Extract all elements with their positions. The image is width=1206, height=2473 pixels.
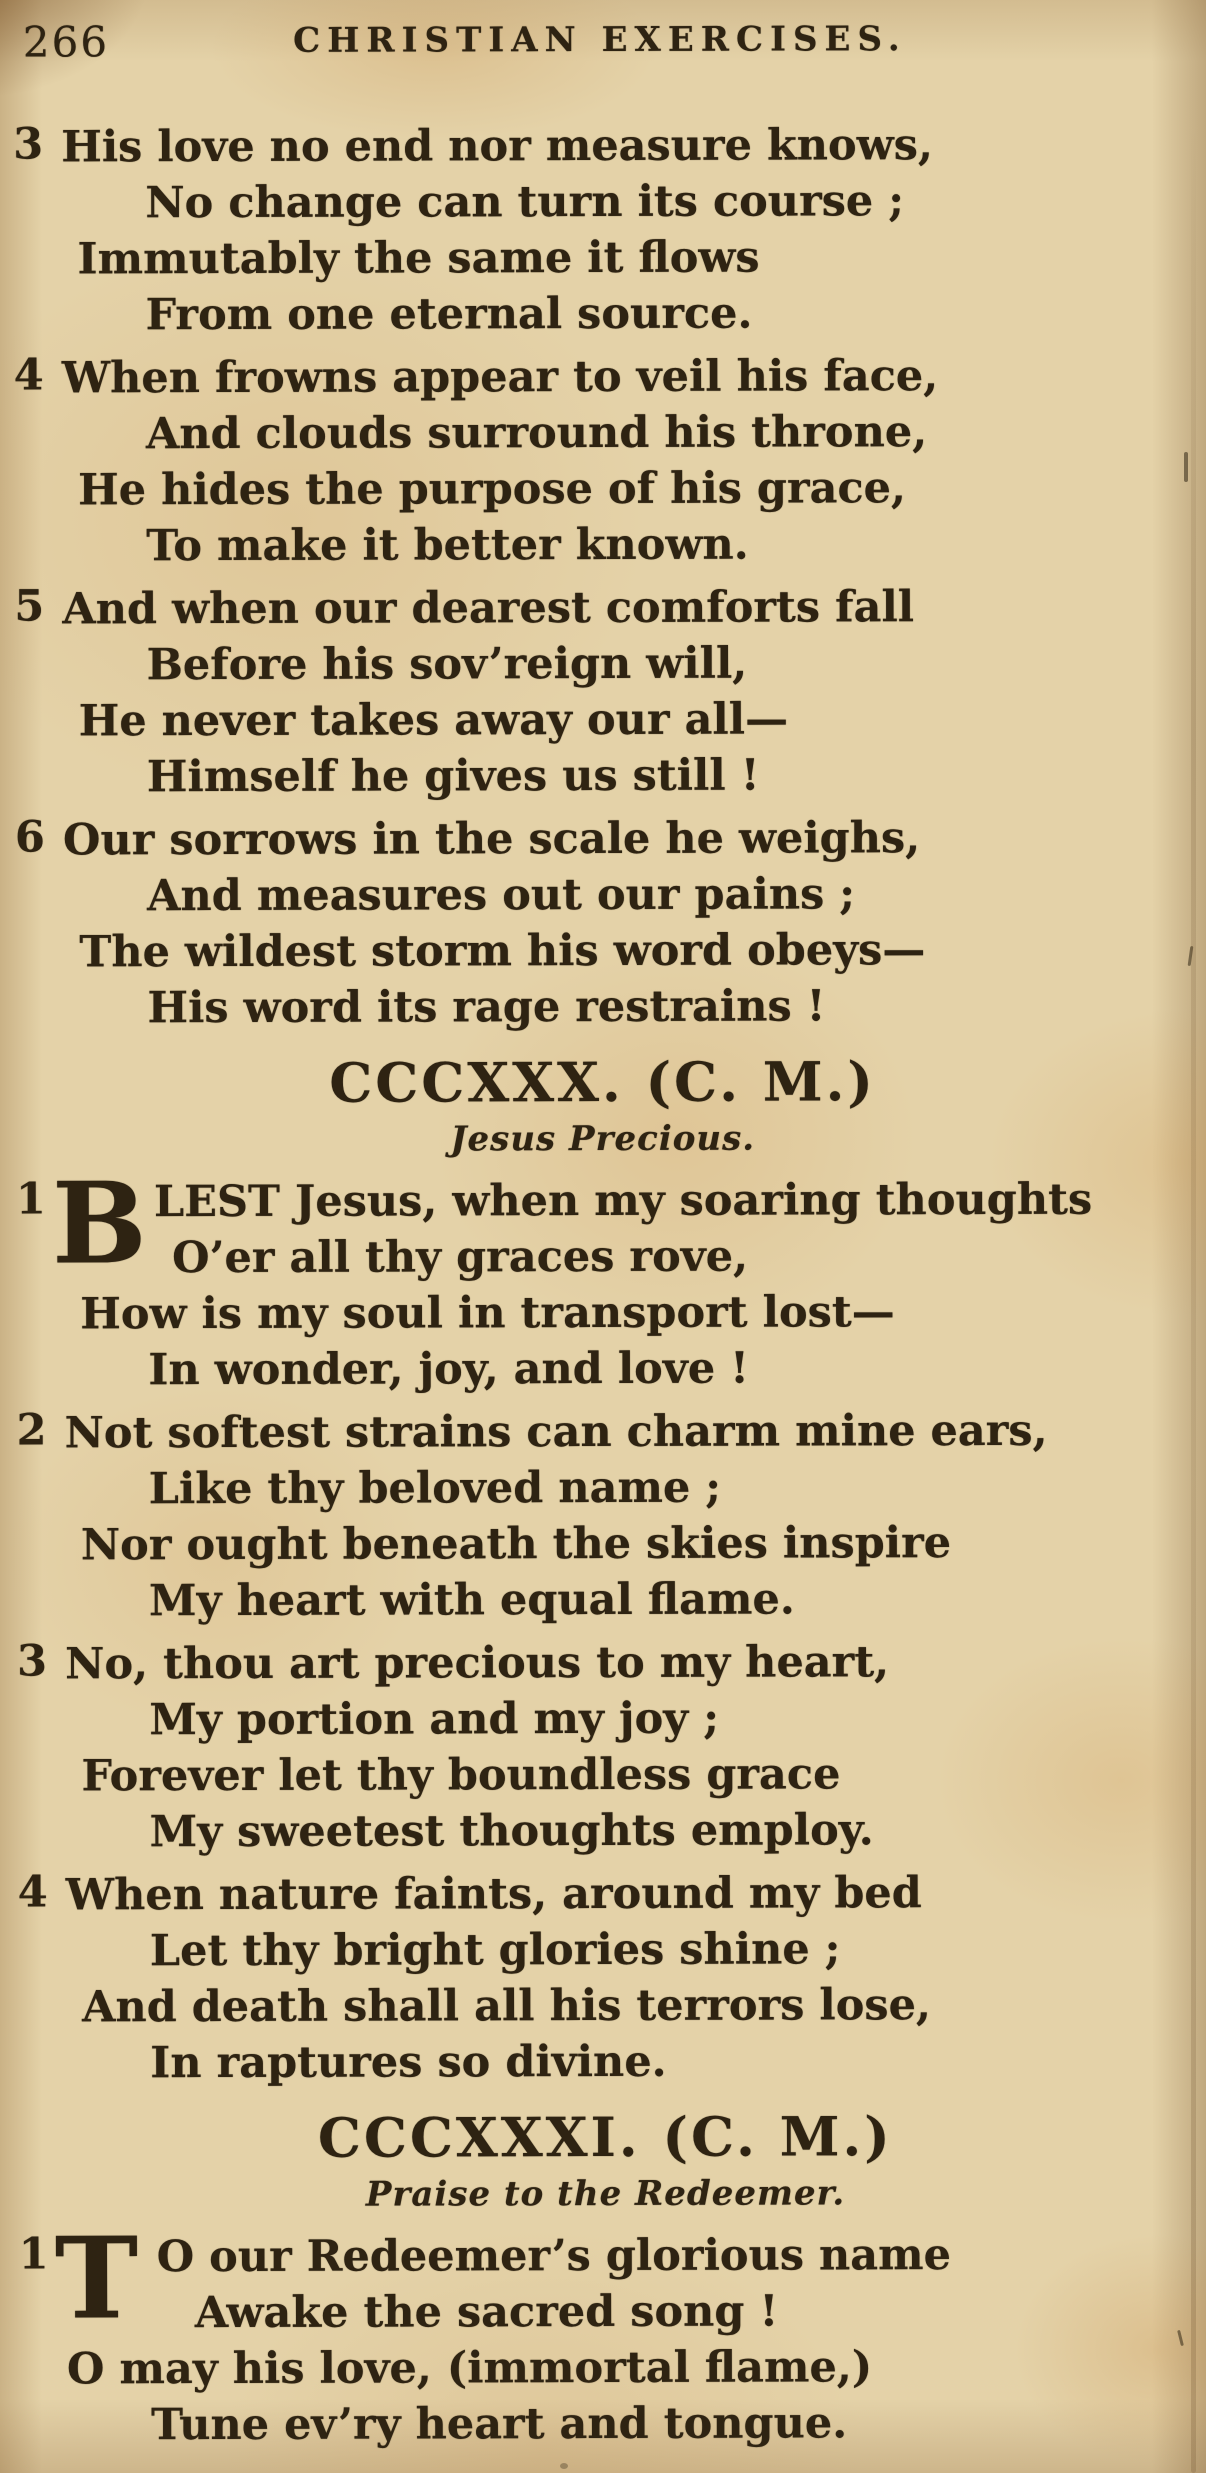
verse-line: And measures out our pains ; [147, 869, 856, 922]
verse-line: Forever let thy boundless grace [81, 1749, 841, 1802]
verse-line: Our sorrows in the scale he weighs, [62, 813, 921, 866]
ink-mark [560, 2463, 568, 2469]
verse-line: He hides the purpose of his grace, [78, 463, 907, 516]
verse-line: LEST Jesus, when my soaring thoughts [153, 1174, 1093, 1228]
verse-line: When frowns appear to veil his face, [61, 351, 939, 404]
verse-line: Immutably the same it flows [77, 232, 760, 285]
verse [0, 1402, 1206, 1629]
drop-cap-letter: T [54, 2213, 139, 2345]
drop-cap-letter: B [51, 1158, 147, 1290]
verse-line: Before his sov’reign will, [146, 638, 748, 691]
verse-number: 1 [15, 1174, 46, 1225]
verse-line: From one eternal source. [145, 288, 753, 341]
verse-line: And death shall all his terrors lose, [81, 1980, 932, 2033]
verse-line: No change can turn its course ; [145, 176, 905, 229]
page-header [0, 12, 1203, 67]
verse-line: His love no end nor measure knows, [61, 120, 933, 173]
verse-line: Tune ev’ry heart and tongue. [151, 2398, 848, 2451]
verse-line: O may his love, (immortal flame,) [66, 2342, 873, 2395]
verse-line: My sweetest thoughts employ. [149, 1805, 874, 1858]
verse-number: 1 [18, 2229, 49, 2280]
verse-line: Let thy bright glories shine ; [149, 1924, 841, 1977]
verse-line: The wildest storm his word obeys— [79, 925, 926, 978]
verse-number: 3 [13, 119, 44, 170]
verse-line: O’er all thy graces rove, [172, 1231, 749, 1284]
verse-line: He never takes away our all— [78, 694, 789, 747]
hymn-heading: CCCXXX. (C. M.) [329, 1049, 876, 1115]
verse-number: 3 [17, 1636, 48, 1687]
hymn-heading: CCCXXXI. (C. M.) [317, 2104, 893, 2170]
verse-line: Not softest strains can charm mine ears, [64, 1405, 1048, 1459]
hymn-subtitle: Jesus Precious. [450, 1118, 756, 1160]
verse-number: 4 [13, 350, 44, 401]
verse [0, 347, 1204, 574]
verse-line: No, thou art precious to my heart, [65, 1637, 890, 1690]
verse-number: 4 [17, 1867, 48, 1918]
verse [0, 578, 1205, 805]
verse-line: In wonder, joy, and love ! [148, 1343, 750, 1396]
verse-line: Awake the sacred song ! [194, 2286, 779, 2339]
verse-line: O our Redeemer’s glorious name [156, 2230, 952, 2283]
verse-line: Himself he gives us still ! [146, 750, 760, 803]
page-number: 266 [22, 17, 110, 67]
running-title: CHRISTIAN EXERCISES. [293, 19, 907, 61]
verse-number: 2 [16, 1405, 47, 1456]
verse-line: And clouds surround his throne, [145, 407, 928, 460]
hymn-subtitle: Praise to the Redeemer. [365, 2173, 846, 2215]
verse-line: In raptures so divine. [150, 2036, 667, 2089]
verse [0, 116, 1204, 343]
verse-line: My portion and my joy ; [149, 1693, 720, 1746]
verse-line: And when our dearest comforts fall [62, 582, 915, 635]
verse-line: When nature faints, around my bed [65, 1868, 922, 1921]
hymn-text-block [0, 116, 1206, 2453]
verse-line: How is my soul in transport lost— [80, 1287, 895, 1340]
verse [0, 809, 1205, 1036]
verse [1, 1633, 1206, 1860]
verse [3, 2213, 1206, 2453]
verse-number: 6 [14, 812, 45, 863]
verse-line: My heart with equal flame. [148, 1574, 795, 1627]
verse-line: To make it better known. [146, 519, 749, 572]
ink-mark [1184, 452, 1188, 482]
verse [0, 1158, 1206, 1398]
verse-line: Like thy beloved name ; [148, 1462, 722, 1515]
verse-line: Nor ought beneath the skies inspire [80, 1518, 952, 1571]
verse [2, 1864, 1206, 2091]
verse-line: His word its rage restrains ! [147, 981, 826, 1034]
verse-number: 5 [14, 581, 45, 632]
